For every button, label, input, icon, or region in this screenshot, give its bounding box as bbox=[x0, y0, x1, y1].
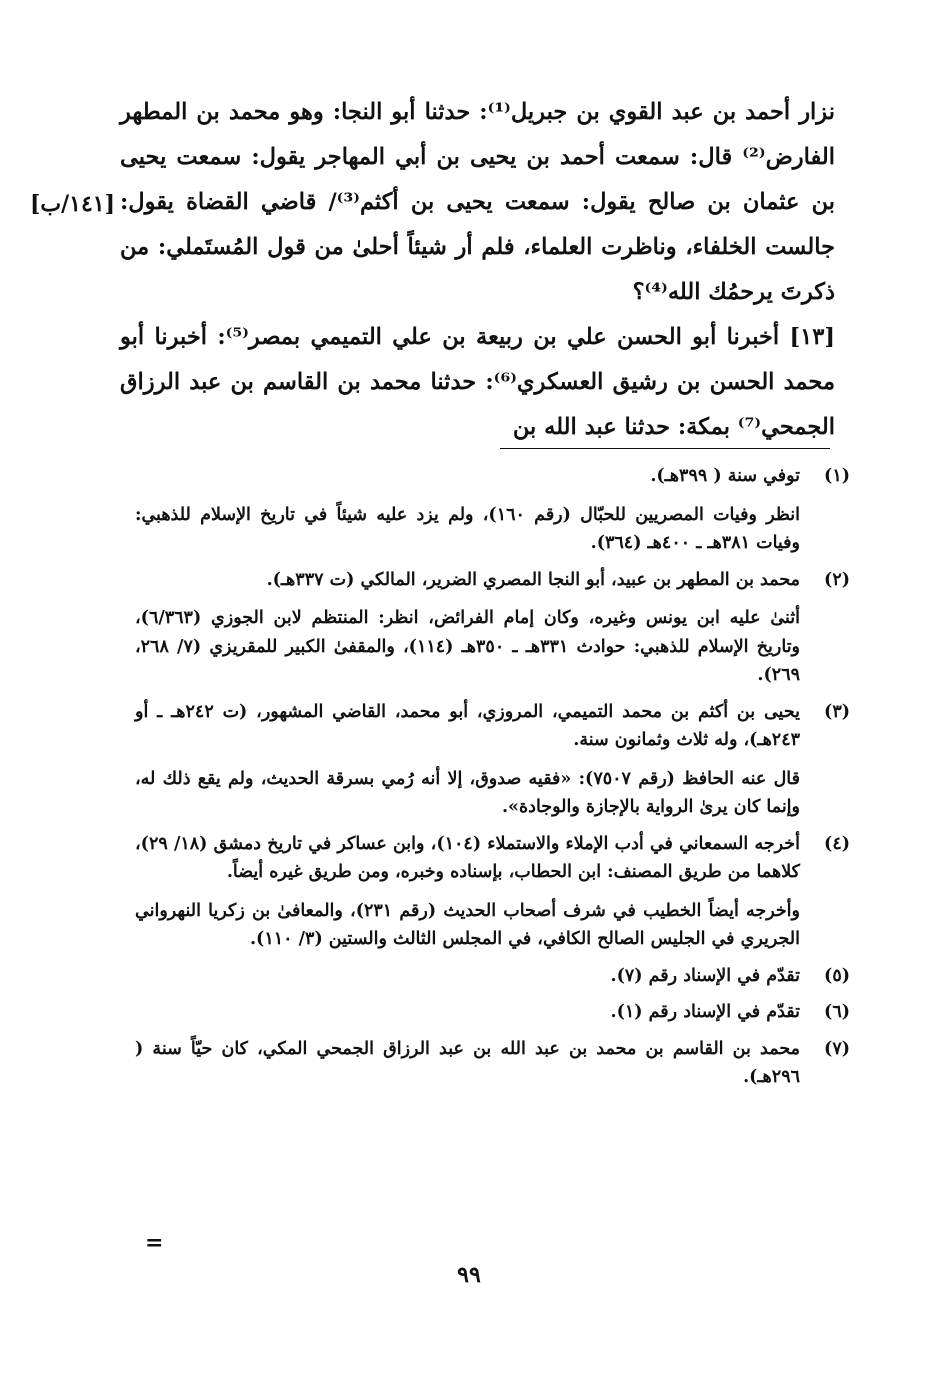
manuscript-folio-reference: [١٤١/ب] bbox=[30, 191, 116, 217]
footnote-subtext: أثنىٰ عليه ابن يونس وغيره، وكان إمام الفرائض، انظر: المنتظم لابن الجوزي (٦/٣٦٣)، وتاريخ الإسلام للذهبي: حوادث ٣٣١هـ ـ ٣٥٠هـ (١١٤)، والمقفىٰ الكبير للمقريزي (٧/ ٢٦٨، ٢٦٩). bbox=[135, 608, 801, 685]
footnote-number: (٣) bbox=[824, 701, 850, 722]
footnote-separator bbox=[500, 448, 830, 449]
footnote-text: محمد بن المطهر بن عبيد، أبو النجا المصري الضرير، المالكي (ت ٣٣٧هـ). bbox=[266, 569, 800, 590]
footnote-text: محمد بن القاسم بن محمد بن عبد الله بن عبد الرزاق الجمحي المكي، كان حيّاً سنة ( ٢٩٦هـ). bbox=[135, 1038, 800, 1087]
footnote-3 bbox=[135, 698, 850, 822]
footnote-2 bbox=[135, 566, 850, 690]
footnote-number: (٦) bbox=[824, 1002, 850, 1022]
footnote-number: (٥) bbox=[824, 965, 850, 986]
footnote-text: تقدّم في الإسناد رقم (١). bbox=[610, 1002, 800, 1022]
footnote-1 bbox=[135, 462, 850, 558]
continuation-mark: = bbox=[145, 1230, 164, 1256]
main-paragraph-2: [١٣] أخبرنا أبو الحسن علي بن ربيعة بن علي التميمي بمصر⁽⁵⁾: أخبرنا أبو محمد الحسن بن رشيق العسكري⁽⁶⁾: حدثنا محمد بن القاسم بن عبد الرزاق الجمحي⁽⁷⁾ بمكة: حدثنا عبد الله بن bbox=[120, 324, 836, 440]
footnote-text: تقدّم في الإسناد رقم (٧). bbox=[610, 965, 800, 986]
footnote-subtext: وأخرجه أيضاً الخطيب في شرف أصحاب الحديث (رقم ٢٣١)، والمعافىٰ بن زكريا النهرواني الجريري في الجليس الصالح الكافي، في المجلس الثالث والستين (٣/ ١١٠). bbox=[135, 900, 800, 949]
footnotes bbox=[135, 462, 850, 1100]
footnote-text: أخرجه السمعاني في أدب الإملاء والاستملاء (١٠٤)، وابن عساكر في تاريخ دمشق (١٨/ ٢٩)، كلاهما من طريق المصنف: ابن الحطاب، بإسناده وخبره، ومن طريق غيره أيضاً. bbox=[135, 833, 800, 882]
page-number: ٩٩ bbox=[457, 1262, 481, 1288]
footnote-4 bbox=[135, 830, 850, 954]
main-text bbox=[120, 90, 835, 450]
footnote-text: توفي سنة ( ٣٩٩هـ). bbox=[650, 466, 800, 486]
footnote-text: يحيى بن أكثم بن محمد التميمي، المروزي، أبو محمد، القاضي المشهور، (ت ٢٤٢هـ ـ أو ٢٤٣هـ)، وله ثلاث وثمانون سنة. bbox=[135, 701, 801, 750]
footnote-subtext: قال عنه الحافظ (رقم ٧٥٠٧): «فقيه صدوق، إلا أنه رُمي بسرقة الحديث، ولم يقع ذلك له، وإنما كان يرىٰ الرواية بالإجازة والوجادة». bbox=[135, 768, 800, 817]
footnote-subtext: انظر وفيات المصريين للحبّال (رقم ١٦٠)، ولم يزد عليه شيئاً في تاريخ الإسلام للذهبي: وفيات ٣٨١هـ ـ ٤٠٠هـ (٣٦٤). bbox=[135, 504, 801, 553]
footnote-number: (٧) bbox=[824, 1038, 850, 1059]
footnote-5 bbox=[135, 962, 850, 991]
footnote-number: (٤) bbox=[824, 833, 850, 854]
main-paragraph-1: نزار أحمد بن عبد القوي بن جبريل⁽¹⁾: حدثنا أبو النجا: وهو محمد بن المطهر الفارض⁽²⁾ قال: سمعت أحمد بن يحيى بن أبي المهاجر يقول: سمعت يحيى بن عثمان بن صالح يقول: سمعت يحيى بن أكثم⁽³⁾/ قاضي القضاة يقول: جالست الخلفاء، وناظرت العلماء، فلم أر شيئاً أحلىٰ من قول المُستَملي: من ذكرتَ يرحمُك الله⁽⁴⁾؟ bbox=[120, 99, 835, 305]
footnote-7 bbox=[135, 1035, 850, 1092]
footnote-number: (١) bbox=[824, 466, 850, 486]
footnote-6 bbox=[135, 998, 850, 1027]
footnote-number: (٢) bbox=[824, 569, 850, 590]
